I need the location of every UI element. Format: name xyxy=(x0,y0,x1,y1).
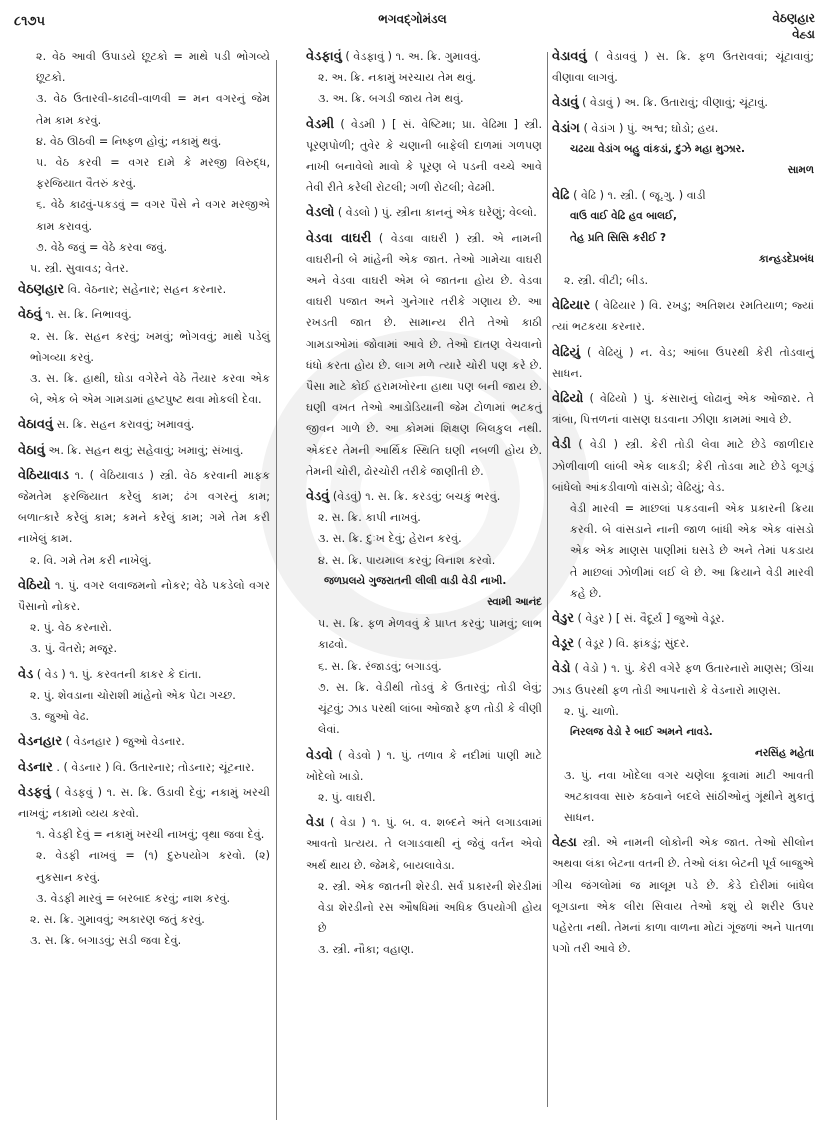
dictionary-entry xyxy=(306,228,542,482)
sense: ૩. સ. ક્રિ. બગાડવું; સડી જવા દેવું. xyxy=(30,934,182,948)
page-header xyxy=(0,0,825,44)
sense: ૩. જુઓ વેઢ. xyxy=(30,710,90,724)
headword: વેઠવું xyxy=(18,307,42,323)
column-1 xyxy=(18,46,270,955)
sense: ૫. સ. ક્રિ. ફળ મેળવવું કે પ્રાપ્ત કરવું; પામવું; લાભ કાઢવો. xyxy=(318,617,542,652)
dictionary-entry xyxy=(552,46,814,88)
dictionary-entry xyxy=(18,414,270,435)
idiom: ૨. વેડફી નાખવું = (૧) દુરુપયોગ કરવો. (૨) નુકસાન કરવું. xyxy=(36,849,270,884)
definition: ( વેડલો ) પું. સ્ત્રીના કાનનું એક ઘરેણું; વેલ્લો. xyxy=(337,206,537,220)
dictionary-entry xyxy=(552,633,814,654)
idiom: ૩. વેઠ ઉતારવી-કાઢવી-વાળવી = મન વગરનું જેમ તેમ કામ કરવું. xyxy=(36,92,270,127)
idiom: ૬. વેઠે કાઢવું-પકડવું = વગર પૈસે ને વગર મરજીએ કામ કરાવવું. xyxy=(36,198,270,233)
headword: વેડલો xyxy=(306,205,335,221)
sense: ૩. સ. ક્રિ. દુઃખ દેવું; હેરાન કરવું. xyxy=(318,532,462,546)
headword: વેડફાવું xyxy=(306,49,342,64)
sense: ૨. સ્ત્રી. વીટી; બીડ. xyxy=(564,274,649,288)
sense: ૨. પું. શેવડાના ચોરાશી માંહેનો એક પેટા ગચ્છ. xyxy=(30,688,236,702)
sense: ૩. પું. વૈતરો; મજૂર. xyxy=(30,642,118,656)
idiom: ૧. વેડફી દેવું = નકામું ખરચી નાખવું; વૃથા જવા દેવું. xyxy=(36,828,265,842)
definition: ( વેડાવવું ) સ. ક્રિ. ફળ ઉતરાવવાં; ચૂંટાવાવું; વીણાવા લાગવું. xyxy=(552,50,815,85)
citation: નરસિંહ મહેતા xyxy=(754,747,814,760)
definition: ( વેડવા વાઘરી ) સ્ત્રી. એ નામની વાઘરીની બે માંહેની એક જાત. તેઓ ગામેચા વાઘરી અને વેડવા વાઘરી એમ બે જાતના હોય છે. વેડવા વાઘરી પજાત અને ગુનેગાર તરીકે ગણાય છે. આ રખડતી જાત છે. સામાન્ય રીતે તેઓ કાઠી ગામડાઓમાં જોવામાં આવે છે. તેઓ દાતણ વેચવાનો ધંધો કરતા હોય છે. લાગ મળે ત્યારે ચોરી પણ કરે છે. પૈસા માટે કોઈ હરામખોરના હાથા પણ બની જાય છે. ઘણી વખત તેઓ આડોડિયાની જેમ ટોળામાં ભટકતું જીવન ગાળે છે. આ કોમમાં શિક્ષણ બિલકુલ નથી. એકંદર તેમની આર્થિક સ્થિતિ ઘણી નબળી હોય છે. તેમની ચોરી, ઢોરચોરી તરીકે જાણીતી છે. xyxy=(306,231,543,478)
idiom: ૭. વેઠે જવું = વેઠે કરવા જવું. xyxy=(36,240,168,254)
headword: વેડાવવું xyxy=(552,49,587,64)
sense: ( વેડફવું ) ૧. સ. ક્રિ. ઉડાવી દેવું; નકામું ખરચી નાખવું; નકામો વ્યય કરવો. xyxy=(18,785,270,820)
dictionary-entry xyxy=(18,465,270,571)
running-title: ભગવદ્ગોમંડલ xyxy=(378,12,447,26)
dictionary-entry xyxy=(18,279,270,300)
headword: વેઢિયું xyxy=(552,344,581,360)
sense: ૨. સ. ક્રિ. સહન કરવું; ખમવું; ભોગવવું; માથે પડેલું ભોગવ્યા કરવું. xyxy=(30,329,270,364)
definition: ( વેડી ) સ્ત્રી. કેરી તોડી લેવા માટે છેડે જાળીદાર ઝોળીવાળી લાંબી એક લાકડી; કેરી તોડવા માટે છેડે લૂગડું બાંધેલો આંકડીવાળો વાંસડો; વેઢિયું; વેડ. xyxy=(552,438,814,494)
sense: ૨. સ. ક્રિ. ગુમાવવું; અકારણ જતું કરવું. xyxy=(30,912,205,926)
definition: ( વેડૂર ) વિ. ફાંકડું; સુંદર. xyxy=(577,637,690,651)
headword: વેડુર xyxy=(552,611,574,627)
dictionary-entry xyxy=(552,185,814,291)
sense: ૧. સ. ક્રિ. નિભાવવું. xyxy=(45,308,132,322)
dictionary-entry xyxy=(306,745,542,809)
dictionary-entry xyxy=(306,202,542,223)
sense: ( વેડા ) ૧. પું. બ. વ. શબ્દને અંતે લગાડવામાં આવતો પ્રત્યય. તે લગાડવાથી નું જેવું વર્તન એવો અર્થ થાય છે. જેમકે, બાયલાવેડા. xyxy=(306,816,542,872)
sense: ( વેડો ) ૧. પું. કેરી વગેરે ફળ ઉતારનારો માણસ; ઊંચા ઝાડ ઉપરથી ફળ તોડી આપનારો કે વેડનારો માણસ. xyxy=(552,662,814,697)
guide-word-first: વેઠણહાર xyxy=(772,11,815,25)
dictionary-entry xyxy=(552,92,814,113)
dictionary-entry xyxy=(18,731,270,752)
dictionary-entry xyxy=(18,757,270,778)
dictionary-entry xyxy=(306,114,542,199)
definition: ( વેડુર ) [ સં. વૈદૂર્ય ] જુઓ વેડૂર. xyxy=(577,612,725,626)
idiom: ૪. વેઠ ઊઠવી = નિષ્ફળ હોવું; નકામું થવું. xyxy=(36,134,222,148)
headword: વેડૂર xyxy=(552,636,574,652)
headword: વેઠાવવું xyxy=(18,417,54,433)
dictionary-entry xyxy=(552,832,814,959)
sense: ૭. સ. ક્રિ. વેડીથી તોડવું કે ઉતારવું; તોડી લેવું; ચૂંટવું; ઝાડ પરથી લાંબા ઓજારે ફળ તોડી કે વીણી લેવાં. xyxy=(318,680,542,737)
headword: વેડાવું xyxy=(552,95,579,111)
definition: સ્ત્રી. એ નામની લોકોની એક જાત. તેઓ સીલોન અથવા લંકા બેટના વતની છે. તેઓ લંકા બેટની પૂર્વ બાજુએ ગીચ જંગલોમાં જ માલૂમ પડે છે. કેડે દોરીમાં બાંધેલ લૂગડાના એક લીરા સિવાય તેઓ કશું યે શરીર ઉપર પહેરતા નથી. તેમનાં કાળા વાળના મોટાં ગૂંજળાં અને પાતળા પગો તરી આવે છે. xyxy=(552,836,815,956)
idiom: ૩. વેડફી મારવું = બરબાદ કરવું; નાશ કરવું. xyxy=(36,891,231,905)
definition: ( વેડાંગ ) પું. અશ્વ; ઘોડો; હય. xyxy=(583,121,719,135)
headword: વેડનહાર xyxy=(18,734,63,750)
headword: વેડવો xyxy=(306,747,333,763)
sense: ૩. સ્ત્રી. નૌકા; વહાણ. xyxy=(318,943,415,957)
dictionary-entry xyxy=(552,388,814,430)
sense: ૨. પું. વાઘરી. xyxy=(318,790,376,804)
definition: અ. ક્રિ. સહન થવું; સહેવાવું; ખમાવું; સંખાવું. xyxy=(48,443,244,457)
headword: વેઢિ xyxy=(552,188,570,204)
definition: ( વેડાવું ) અ. ક્રિ. ઉતારાવું; વીણાવું; ચૂંટાવું. xyxy=(582,96,768,110)
headword: વેડનાર xyxy=(18,759,53,775)
dictionary-entry xyxy=(306,46,542,110)
definition: . ( વેડનાર ) વિ. ઉતારનાર; તોડનાર; ચૂંટનાર. xyxy=(56,760,255,774)
idiom: વેડી મારવી = માછલાં પકડવાની એક પ્રકારની ક્રિયા કરવી. બે વાંસડાને નાની જાળ બાંધી એક એક વાંસડો એક એક માણસ પાણીમાં ઘસડે છે અને તેમાં પકડાય તે માછલાં ઝોળીમાં લઈ લે છે. આ ક્રિયાને વેડી મારવી કહે છે. xyxy=(570,502,814,600)
dictionary-entry xyxy=(18,304,270,410)
sense: ૪. સ. ક્રિ. પાયમાલ કરવું; વિનાશ કરવો. xyxy=(318,553,496,567)
dictionary-entry xyxy=(18,575,270,660)
sense: ૩. અ. ક્રિ. બગડી જાય તેમ થવું. xyxy=(318,92,464,106)
sense: ૨. પું. ચાળો. xyxy=(564,704,619,718)
idiom: ૫. વેઠ કરવી = વગર દામે કે મરજી વિરુદ્ધ, ફરજિયાત વૈતરું કરવું. xyxy=(36,156,270,191)
sense: ( વેડ ) ૧. પું. કરવતની કાકર કે દાંતા. xyxy=(36,667,202,681)
dictionary-entry xyxy=(552,608,814,629)
dictionary-entry xyxy=(306,812,542,960)
headword: વેઠિયો xyxy=(18,577,51,593)
column-3 xyxy=(552,46,814,963)
sense: ૬. સ. ક્રિ. રંજાડવું; બગાડવું. xyxy=(318,659,442,673)
sense: ૨. અ. ક્રિ. નકામું ખરચાય તેમ થવું. xyxy=(318,71,476,85)
citation: સામળ xyxy=(787,164,814,177)
dictionary-body xyxy=(0,46,825,1116)
headword: વેડફવું xyxy=(18,784,51,800)
citation: સ્વામી આનંદ xyxy=(487,596,542,609)
headword: વેડો xyxy=(552,661,571,677)
dictionary-entry xyxy=(552,658,814,828)
definition: ( વેઢિયાર ) વિ. રખડુ; અતિશય રમતિયાળ; જ્યાં ત્યાં ભટકયા કરનાર. xyxy=(552,299,814,334)
citation: કાન્હડદેપ્રબંધ xyxy=(758,252,814,265)
guide-word-last: વેહ્ડા xyxy=(792,27,815,41)
sense: ૩. પું. નવા ખોદેલા વગર ચણેલા કૂવામાં માટી આવતી અટકાવવા સારુ કઠવાને બદલે સાંઠીઓનું ગૂંથીને મુકાતું સાધન. xyxy=(564,768,814,824)
headword: વેડા xyxy=(306,815,325,831)
definition: ( વેડમી ) [ સં. વેષ્ટિમા; પ્રા. વેઢિમા ] સ્ત્રી. પૂરણપોળી; તુવેર કે ચણાની બાફેલી દાળમાં ગળપણ નાખી બનાવેલો માવો કે પૂરણ બે પડની વચ્ચે આવે તેવી રીતે કરેલી રોટલી; ગળી રોટલી; વેઢમી. xyxy=(306,117,542,195)
quotation: વાઉ વાઈ વેઢિ હવ બાલઈ, xyxy=(570,210,677,223)
quotation: નિરલજ વેડો રે બાઈ અમને નાવડે. xyxy=(570,726,713,739)
dictionary-entry xyxy=(18,440,270,461)
dictionary-entry xyxy=(552,342,814,384)
headword: વેડી xyxy=(552,437,571,453)
sense: ( વેડવો ) ૧. પું. તળાવ કે નદીમાં પાણી માટે ખોદેલો ખાડો. xyxy=(306,748,542,783)
definition: વિ. વેઠનાર; સહેનાર; સહન કરનાર. xyxy=(67,283,227,297)
definition: ( વેડનહાર ) જુઓ વેડનાર. xyxy=(65,735,185,749)
headword: વેડ xyxy=(18,666,34,682)
definition: ( વેઢિયું ) ન. વેડ; આંબા ઉપરથી કેરી તોડવાનું સાધન. xyxy=(552,345,814,380)
dictionary-entry xyxy=(552,295,814,337)
quotation: ચઢયા વેડાંગ બહુ વાંકડાં, દુઝે મહા મુઝાર. xyxy=(570,142,745,155)
dictionary-entry xyxy=(18,782,270,952)
headword: વેઠિયાવાડ xyxy=(18,467,69,483)
sense: ૧. ( વેઠિયાવાડ ) સ્ત્રી. વેઠ કરવાની માફક જેમતેમ ફરજિયાત કરેલું કામ; ઢંગ વગરનું કામ; બળાત્કારે કરેલું કામ; કમને કરેલું કામ; ગમે તેમ કરી નાખેલું કામ. xyxy=(18,468,271,546)
sense: ૧. પું. વગર લવાજમનો નોકર; વેઠે પકડેલો વગર પૈસાનો નોકર. xyxy=(18,578,270,614)
quotation: જળપ્રલયે ગુજરાતની લીલી વાડી વેડી નાખી. xyxy=(324,574,507,587)
dictionary-entry xyxy=(552,118,814,182)
headword: વેહ્ડા xyxy=(552,835,577,851)
page-number: ૮૧૭૫ xyxy=(14,14,46,29)
headword: વેડવા વાઘરી xyxy=(306,230,372,246)
definition: ( વેઢિયો ) પું. કંસારાનું લોઢાનું એક ઓજાર. તે ત્રાંબા, પિત્તળનાં વાસણ ઘડવાના ઝીણા કામમાં આવે છે. xyxy=(552,392,814,427)
sense: (વેડવું) ૧. સ. ક્રિ. કરડવું; બચકું ભરવું. xyxy=(332,490,501,504)
sense: ૫. સ્ત્રી. સુવાવડ; વેતર. xyxy=(30,262,129,276)
quotation: તેહ પ્રતિ સિસિ કરીઈ ? xyxy=(570,231,666,244)
dictionary-entry xyxy=(18,664,270,728)
headword: વેડમી xyxy=(306,116,335,132)
headword: વેડવું xyxy=(306,489,330,505)
dictionary-entry xyxy=(552,434,814,604)
sense: ૨. વિ. ગમે તેમ કરી નાખેલું. xyxy=(30,553,152,567)
headword: વેઠણહાર xyxy=(18,282,65,298)
sense: ૨. સ. ક્રિ. કાપી નાખવું. xyxy=(318,511,421,525)
headword: વેઢિયો xyxy=(552,391,584,407)
guide-words xyxy=(772,10,815,42)
sense: ૨. સ્ત્રી. એક જાતની શેરડી. સર્વ પ્રકારની શેરડીમાં વેડા શેરડીનો રસ ઔષધિમાં અધિક ઉપયોગી હોય છે xyxy=(318,879,542,936)
column-2 xyxy=(306,46,542,965)
definition: સ. ક્રિ. સહન કરાવવું; ખમાવવું. xyxy=(56,418,195,432)
sense: ( વેડફાવું ) ૧. અ. ક્રિ. ગુમાવવું. xyxy=(345,50,481,63)
idiom: ૨. વેઠ આવી ઉપાડયે છૂટકો = માથે પડી ભોગવ્યે છૂટકો. xyxy=(36,50,270,85)
headword: વેઢિયાર xyxy=(552,298,591,314)
sense: ( વેઢિ ) ૧. સ્ત્રી. ( જૂ.ગુ. ) વાડી xyxy=(573,189,706,203)
dictionary-entry xyxy=(306,486,542,740)
sense: ૨. પું. વેઠ કરનારો. xyxy=(30,621,112,635)
sense: ૩. સ. ક્રિ. હાથી, ઘોડા વગેરેને વેઠે તૈયાર કરવા એક બે, એક બે એમ ગામડામાં હષ્ટપુષ્ટ થવા મોકલી દેવા. xyxy=(30,372,270,407)
headword: વેડાંગ xyxy=(552,120,580,136)
headword: વેઠાવું xyxy=(18,442,45,458)
